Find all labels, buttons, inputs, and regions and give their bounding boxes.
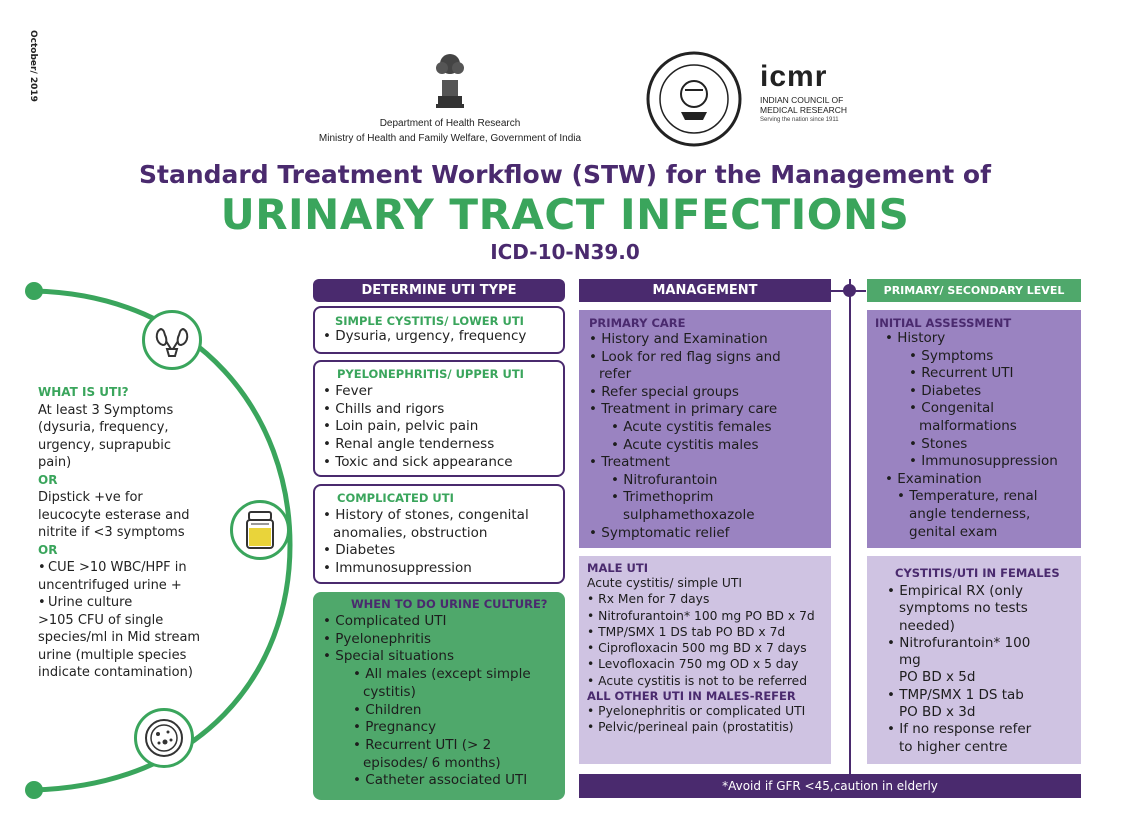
arrow-right-icon [851,420,865,440]
list-item: • Stones [909,435,968,452]
list-item: • Acute cystitis females [611,418,772,435]
list-item: • If no response refer [887,721,1032,738]
box-heading: SIMPLE CYSTITIS/ LOWER UTI [335,314,524,328]
list-item: • History [885,330,946,346]
list-item: • Pregnancy [353,719,437,736]
kidney-icon [142,310,202,370]
list-item: • Immunosuppression [909,453,1058,470]
list-item: • Trimethoprim [611,489,714,506]
text-line: At least 3 Symptoms [38,402,174,418]
department-header [300,40,600,146]
list-item: cystitis) [363,683,416,700]
simple-cystitis-box [313,306,565,354]
box-subheading: Acute cystitis/ simple UTI [587,576,743,590]
initial-assessment-box [867,310,1081,548]
management-header: MANAGEMENT [579,279,831,302]
list-item: refer [599,366,632,383]
what-is-uti [38,384,238,682]
list-item: • CUE >10 WBC/HPF in [38,560,187,575]
arrow-right-icon [851,646,865,666]
what-is-uti-heading: WHAT IS UTI? [38,385,129,399]
date-label: October/ 2019 [28,30,38,102]
urine-culture-box [313,592,565,800]
text-line: urgency, suprapubic [38,437,172,453]
list-item: mg [899,652,921,669]
male-uti-box [579,556,831,764]
list-item: • Recurrent UTI (> 2 [353,736,492,753]
text-line: leucocyte esterase and [38,507,190,523]
primary-secondary-header: PRIMARY/ SECONDARY LEVEL [867,279,1081,302]
connector-dot [843,284,856,297]
list-item: • Pyelonephritis [323,630,432,647]
list-item: • Diabetes [323,542,396,559]
national-emblem-icon [430,40,470,112]
list-item: • Ciprofloxacin 500 mg BD x 7 days [587,641,807,656]
list-item: • Urine culture [38,595,133,610]
icmr-seal-icon [645,50,743,148]
list-item: anomalies, obstruction [333,524,488,541]
list-item: angle tenderness, [909,505,1031,522]
icmr-name-line2: MEDICAL RESEARCH [760,105,848,115]
list-item: malformations [919,417,1017,434]
text-line: Dipstick +ve for [38,490,143,505]
list-item: • History and Examination [589,331,768,347]
department-name: Department of Health Research [379,118,521,129]
list-item: • Refer special groups [589,383,739,400]
list-item: • Pelvic/perineal pain (prostatitis) [587,720,794,735]
icmr-tagline: Serving the nation since 1911 [760,117,839,123]
list-item: • Dysuria, urgency, frequency [323,328,527,344]
list-item: • Temperature, renal [897,488,1038,505]
list-item: sulphamethoxazole [623,506,755,523]
list-item: • Empirical RX (only [887,583,1024,599]
list-item: • Rx Men for 7 days [587,592,710,607]
ministry-name: Ministry of Health and Family Welfare, Government of India [318,133,582,144]
list-item: • Loin pain, pelvic pain [323,418,479,435]
text-line: species/ml in Mid stream [38,630,201,645]
list-item: episodes/ 6 months) [363,754,501,771]
urine-sample-icon [230,500,290,560]
females-box [867,556,1081,764]
determine-header: DETERMINE UTI TYPE [313,279,565,302]
primary-care-box [579,310,831,548]
text-line: urine (multiple species [38,647,187,663]
petri-dish-icon [134,708,194,768]
list-item: • Pyelonephritis or complicated UTI [587,704,806,719]
list-item: • Renal angle tenderness [323,436,495,453]
list-item: • Special situations [323,648,454,665]
footer-note: *Avoid if GFR <45,caution in elderly [579,774,1081,798]
list-item: • Treatment in primary care [589,401,778,418]
box-heading: WHEN TO DO URINE CULTURE? [351,597,548,611]
list-item: PO BD x 5d [899,669,976,686]
list-item: • TMP/SMX 1 DS tab [887,686,1024,703]
list-item: • Congenital [909,400,995,417]
list-item: • TMP/SMX 1 DS tab PO BD x 7d [587,624,786,639]
list-item: • Treatment [589,454,670,471]
icmr-logo [760,62,870,123]
text-line: pain) [38,455,72,470]
text-line: >105 CFU of single [38,612,164,628]
icd-code: ICD-10-N39.0 [490,240,640,264]
list-item: • Toxic and sick appearance [323,453,513,470]
arrow-left-icon [831,646,845,666]
list-item: • Complicated UTI [323,613,447,629]
text-line: (dysuria, frequency, [38,420,169,435]
divider-line [849,279,851,795]
box-heading: COMPLICATED UTI [337,491,454,505]
list-item: • Nitrofurantoin [611,471,718,488]
list-item: • Fever [323,383,373,399]
box-heading: PRIMARY CARE [589,316,686,330]
title-line1: Standard Treatment Workflow (STW) for the Management of [139,160,991,189]
box-heading: ALL OTHER UTI IN MALES-REFER [587,689,796,704]
list-item: • Recurrent UTI [909,365,1014,382]
arrow-left-icon [831,420,845,440]
list-item: • Children [353,701,422,718]
list-item: • Symptoms [909,347,994,364]
list-item: genital exam [909,523,998,540]
pyelonephritis-box [313,360,565,477]
list-item: • Immunosuppression [323,560,472,577]
box-heading: PYELONEPHRITIS/ UPPER UTI [337,367,524,381]
list-item: • Chills and rigors [323,400,445,417]
or-separator: OR [38,542,58,557]
list-item: • Diabetes [909,382,982,399]
box-heading: CYSTITIS/UTI IN FEMALES [895,566,1060,580]
list-item: • Examination [885,470,982,487]
list-item: to higher centre [899,738,1008,755]
list-item: • History of stones, congenital [323,507,529,523]
list-item: needed) [899,617,955,634]
box-heading: MALE UTI [587,561,648,575]
list-item: • All males (except simple [353,666,531,683]
list-item: • Nitrofurantoin* 100 mg PO BD x 7d [587,608,815,623]
list-item: PO BD x 3d [899,704,976,721]
list-item: symptoms no tests [899,600,1028,617]
text-line: indicate contamination) [38,665,193,680]
list-item: • Nitrofurantoin* 100 [887,634,1031,651]
list-item: • Acute cystitis is not to be referred [587,673,808,688]
list-item: • Levofloxacin 750 mg OD x 5 day [587,657,799,672]
list-item: • Symptomatic relief [589,524,730,541]
icmr-name-line1: INDIAN COUNCIL OF [760,95,844,105]
list-item: • Acute cystitis males [611,436,759,453]
title-line2: URINARY TRACT INFECTIONS [220,190,910,239]
text-line: nitrite if <3 symptoms [38,525,185,540]
box-heading: INITIAL ASSESSMENT [875,316,1012,330]
icmr-wordmark: icmr [760,60,828,93]
text-line: uncentrifuged urine + [38,577,182,593]
or-separator: OR [38,472,58,487]
list-item: • Catheter associated UTI [353,772,528,789]
complicated-uti-box [313,484,565,584]
list-item: • Look for red flag signs and [589,348,781,365]
